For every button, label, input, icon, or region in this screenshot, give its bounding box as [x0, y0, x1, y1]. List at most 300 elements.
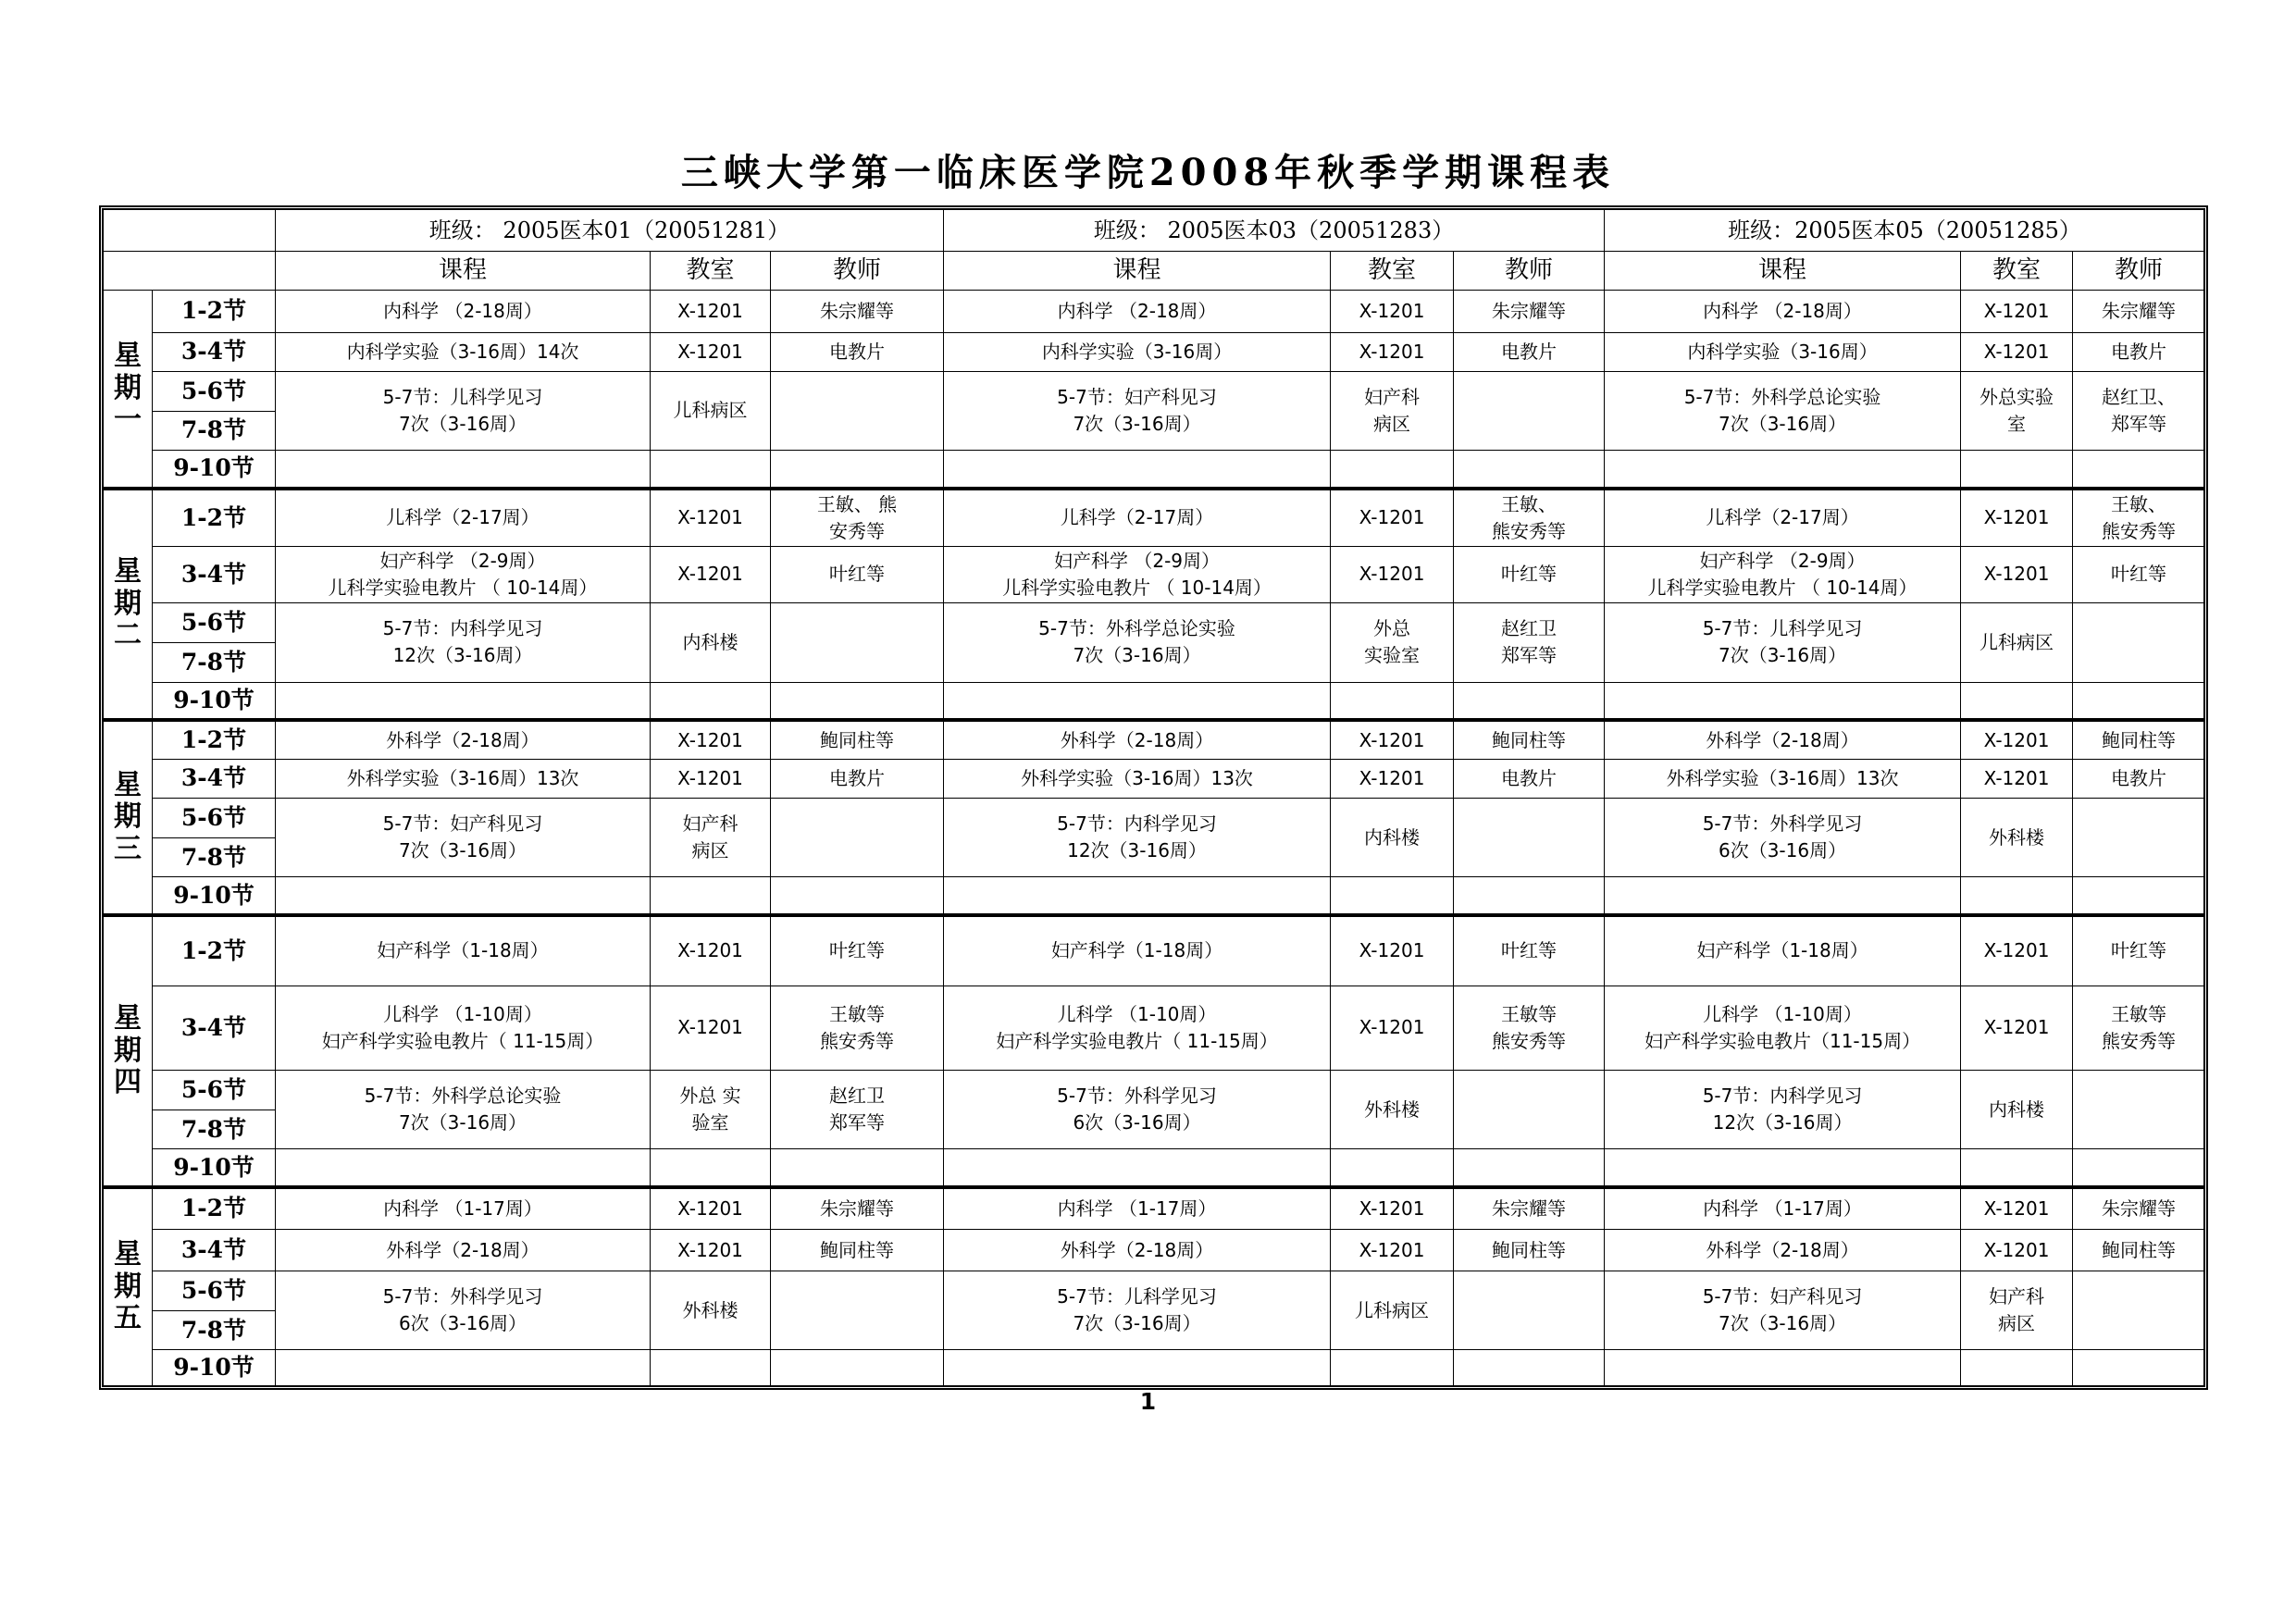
empty-cell — [2073, 877, 2205, 915]
teacher-cell — [2073, 986, 2205, 1071]
cell-line: 12次（3-16周） — [1712, 1111, 1853, 1134]
teacher-cell — [2073, 1271, 2205, 1350]
course-cell — [276, 986, 651, 1071]
cell-line: 五 — [114, 1302, 142, 1335]
empty-cell — [1331, 1350, 1454, 1386]
course-cell: 内科学 （1-17周） — [944, 1187, 1331, 1229]
course-cell: 内科学 （1-17周） — [1605, 1187, 1961, 1229]
cell-line: 郑军等 — [1501, 644, 1558, 667]
cell-line: 熊安秀等 — [2102, 519, 2177, 542]
cell-line: 儿科病区 — [1355, 1298, 1430, 1321]
empty-cell — [771, 1350, 944, 1386]
cell-line: 实验室 — [1364, 644, 1421, 667]
day-label-fri — [104, 1187, 153, 1385]
course-cell: 外科学实验（3-16周）13次 — [276, 759, 651, 798]
period-label: 9-10节 — [153, 877, 276, 915]
empty-cell — [276, 877, 651, 915]
room-cell — [651, 1071, 771, 1149]
course-cell: 内科学 （1-17周） — [276, 1187, 651, 1229]
course-cell — [1605, 1071, 1961, 1149]
teacher-cell: 电教片 — [1454, 332, 1605, 371]
cell-line: 5-7节：儿科学见习 — [1057, 1285, 1217, 1308]
schedule-table — [103, 209, 2205, 1386]
empty-cell — [1605, 877, 1961, 915]
period-label: 9-10节 — [153, 682, 276, 720]
cell-line: 内科楼 — [1364, 825, 1421, 849]
course-cell: 外科学实验（3-16周）13次 — [944, 759, 1331, 798]
empty-cell — [276, 1149, 651, 1187]
cell-line: 病区 — [1373, 412, 1411, 435]
empty-cell — [1605, 451, 1961, 489]
cell-line: 王敏等 — [829, 1002, 885, 1025]
teacher-cell: 电教片 — [771, 759, 944, 798]
schedule-row — [104, 371, 2205, 411]
class-title-c2: 班级： 2005医本03（20051283） — [944, 210, 1605, 252]
course-cell: 外科学实验（3-16周）13次 — [1605, 759, 1961, 798]
empty-cell — [1454, 877, 1605, 915]
empty-cell — [651, 1350, 771, 1386]
class-title-c3: 班级：2005医本05（20051285） — [1605, 210, 2205, 252]
header-room: 教室 — [1331, 252, 1454, 291]
room-cell: X-1201 — [651, 489, 771, 546]
cell-line: 7次（3-16周） — [398, 412, 527, 435]
cell-line: 王敏、 — [2111, 492, 2167, 515]
course-cell: 外科学（2-18周） — [944, 720, 1331, 759]
empty-cell — [651, 877, 771, 915]
cell-line: 王敏等 — [2111, 1002, 2167, 1025]
course-cell — [1605, 986, 1961, 1071]
course-cell: 内科学实验（3-16周） — [944, 332, 1331, 371]
cell-line: 内科楼 — [682, 630, 738, 653]
period-label: 5-6节 — [153, 603, 276, 643]
room-cell: X-1201 — [1331, 546, 1454, 603]
room-cell — [1331, 1271, 1454, 1350]
cell-line: 熊安秀等 — [2102, 1029, 2177, 1052]
period-label: 3-4节 — [153, 986, 276, 1071]
teacher-cell: 鲍同柱等 — [771, 1229, 944, 1271]
empty-cell — [771, 451, 944, 489]
room-cell: X-1201 — [1331, 915, 1454, 986]
period-label: 3-4节 — [153, 1229, 276, 1271]
course-cell: 外科学（2-18周） — [1605, 1229, 1961, 1271]
room-cell: X-1201 — [1331, 1229, 1454, 1271]
room-cell: X-1201 — [651, 915, 771, 986]
teacher-cell — [2073, 799, 2205, 877]
room-cell — [651, 1271, 771, 1350]
period-label: 7-8节 — [153, 412, 276, 451]
schedule-row — [104, 877, 2205, 915]
course-cell: 外科学（2-18周） — [276, 720, 651, 759]
room-cell: X-1201 — [1961, 759, 2073, 798]
cell-line: 室 — [2007, 412, 2027, 435]
course-cell — [944, 371, 1331, 450]
room-cell: X-1201 — [651, 720, 771, 759]
empty-cell — [1605, 682, 1961, 720]
period-label: 3-4节 — [153, 759, 276, 798]
course-cell — [1605, 371, 1961, 450]
cell-line: 儿科学 （1-10周） — [1057, 1002, 1217, 1025]
room-cell — [651, 371, 771, 450]
teacher-cell — [771, 799, 944, 877]
cell-line: 内科楼 — [1989, 1097, 2045, 1121]
teacher-cell: 叶红等 — [771, 915, 944, 986]
cell-line: 期 — [114, 800, 142, 834]
empty-cell — [651, 1149, 771, 1187]
period-label: 1-2节 — [153, 291, 276, 332]
room-cell — [1961, 371, 2073, 450]
schedule-row — [104, 759, 2205, 798]
period-label: 9-10节 — [153, 1350, 276, 1386]
cell-line: 儿科病区 — [1980, 630, 2054, 653]
schedule-row — [104, 451, 2205, 489]
teacher-cell — [771, 986, 944, 1071]
course-cell: 外科学（2-18周） — [944, 1229, 1331, 1271]
room-cell: X-1201 — [1331, 986, 1454, 1071]
course-cell — [276, 1071, 651, 1149]
empty-cell — [771, 682, 944, 720]
empty-cell — [1961, 682, 2073, 720]
period-label: 1-2节 — [153, 720, 276, 759]
room-cell: X-1201 — [1961, 720, 2073, 759]
cell-line: 妇产科学 （2-9周） — [1054, 549, 1221, 572]
teacher-cell — [1454, 489, 1605, 546]
cell-line: 5-7节：外科学见习 — [1702, 812, 1863, 836]
course-cell: 内科学 （2-18周） — [944, 291, 1331, 332]
teacher-cell: 叶红等 — [2073, 915, 2205, 986]
empty-cell — [944, 877, 1331, 915]
period-label: 5-6节 — [153, 1271, 276, 1311]
teacher-cell: 叶红等 — [1454, 915, 1605, 986]
cell-line: 外科楼 — [1989, 825, 2045, 849]
room-cell: X-1201 — [1331, 759, 1454, 798]
empty-cell — [944, 682, 1331, 720]
header-room: 教室 — [651, 252, 771, 291]
teacher-cell: 电教片 — [1454, 759, 1605, 798]
cell-line: 5-7节：外科学见习 — [1057, 1085, 1217, 1108]
period-label: 3-4节 — [153, 546, 276, 603]
course-cell — [944, 1271, 1331, 1350]
empty-cell — [276, 1350, 651, 1386]
empty-cell — [1961, 1350, 2073, 1386]
teacher-cell — [2073, 603, 2205, 682]
empty-cell — [276, 682, 651, 720]
room-cell: X-1201 — [1331, 720, 1454, 759]
empty-cell — [2073, 1149, 2205, 1187]
room-cell: X-1201 — [1331, 489, 1454, 546]
corner-cell — [104, 210, 276, 252]
cell-line: 星 — [114, 555, 142, 589]
teacher-cell — [771, 603, 944, 682]
room-cell: X-1201 — [1331, 1187, 1454, 1229]
empty-cell — [771, 1149, 944, 1187]
cell-line: 妇产科 — [1989, 1285, 2045, 1308]
header-room: 教室 — [1961, 252, 2073, 291]
teacher-cell — [771, 1271, 944, 1350]
teacher-cell — [1454, 799, 1605, 877]
schedule-row — [104, 291, 2205, 332]
room-cell — [1331, 603, 1454, 682]
teacher-cell — [1454, 1071, 1605, 1149]
room-cell: X-1201 — [1961, 986, 2073, 1071]
teacher-cell — [771, 371, 944, 450]
cell-line: 7次（3-16周） — [398, 1111, 527, 1134]
room-cell: X-1201 — [1961, 1187, 2073, 1229]
cell-line: 外总实验 — [1980, 385, 2054, 408]
schedule-row — [104, 1271, 2205, 1311]
teacher-cell: 叶红等 — [771, 546, 944, 603]
column-header-row — [104, 252, 2205, 291]
empty-cell — [1331, 877, 1454, 915]
cell-line: 妇产科学 （2-9周） — [1699, 549, 1866, 572]
course-cell: 儿科学（2-17周） — [276, 489, 651, 546]
cell-line: 一 — [114, 403, 142, 437]
schedule-row — [104, 915, 2205, 986]
room-cell: X-1201 — [1961, 291, 2073, 332]
empty-cell — [2073, 682, 2205, 720]
teacher-cell: 电教片 — [2073, 759, 2205, 798]
period-label: 7-8节 — [153, 838, 276, 877]
course-cell: 外科学（2-18周） — [276, 1229, 651, 1271]
teacher-cell: 鲍同柱等 — [2073, 720, 2205, 759]
period-label: 3-4节 — [153, 332, 276, 371]
empty-cell — [1605, 1149, 1961, 1187]
room-cell: X-1201 — [651, 291, 771, 332]
room-cell: X-1201 — [1961, 546, 2073, 603]
cell-line: 妇产科学实验电教片（ 11-15周） — [996, 1029, 1278, 1052]
cell-line: 王敏等 — [1501, 1002, 1558, 1025]
cell-line: 7次（3-16周） — [1073, 1312, 1201, 1335]
course-cell: 儿科学（2-17周） — [944, 489, 1331, 546]
room-cell: X-1201 — [1961, 915, 2073, 986]
course-cell: 妇产科学（1-18周） — [276, 915, 651, 986]
course-cell: 外科学（2-18周） — [1605, 720, 1961, 759]
course-cell — [276, 799, 651, 877]
course-cell — [944, 546, 1331, 603]
schedule-row — [104, 546, 2205, 603]
schedule-row — [104, 603, 2205, 643]
course-cell — [1605, 603, 1961, 682]
teacher-cell: 朱宗耀等 — [2073, 291, 2205, 332]
period-label: 7-8节 — [153, 1110, 276, 1149]
schedule-row — [104, 1149, 2205, 1187]
day-label-tue — [104, 489, 153, 720]
cell-line: 儿科学实验电教片 （ 10-14周） — [1647, 576, 1917, 599]
schedule-row — [104, 799, 2205, 838]
empty-cell — [944, 451, 1331, 489]
room-cell — [1961, 1271, 2073, 1350]
cell-line: 王敏、 — [1501, 492, 1558, 515]
cell-line: 6次（3-16周） — [1718, 839, 1847, 862]
cell-line: 12次（3-16周） — [392, 644, 533, 667]
period-label: 9-10节 — [153, 1149, 276, 1187]
empty-cell — [1454, 1149, 1605, 1187]
teacher-cell: 叶红等 — [2073, 546, 2205, 603]
cell-line: 验室 — [691, 1111, 729, 1134]
teacher-cell — [2073, 1071, 2205, 1149]
room-cell: X-1201 — [651, 546, 771, 603]
cell-line: 5-7节：儿科学见习 — [1702, 617, 1863, 640]
header-teacher: 教师 — [2073, 252, 2205, 291]
room-cell: X-1201 — [651, 332, 771, 371]
cell-line: 5-7节：内科学见习 — [1702, 1085, 1863, 1108]
cell-line: 儿科学 （1-10周） — [1703, 1002, 1862, 1025]
period-label: 9-10节 — [153, 451, 276, 489]
cell-line: 星 — [114, 768, 142, 801]
cell-line: 5-7节：外科学总论实验 — [1038, 617, 1235, 640]
day-label-thu — [104, 915, 153, 1187]
cell-line: 王敏、 熊 — [816, 492, 898, 515]
course-cell — [276, 1271, 651, 1350]
room-cell — [1961, 603, 2073, 682]
empty-cell — [944, 1149, 1331, 1187]
cell-line: 儿科学 （1-10周） — [383, 1002, 542, 1025]
teacher-cell — [1454, 371, 1605, 450]
cell-line: 病区 — [1998, 1312, 2036, 1335]
teacher-cell — [1454, 1271, 1605, 1350]
empty-cell — [1331, 682, 1454, 720]
period-label: 1-2节 — [153, 915, 276, 986]
course-cell — [944, 986, 1331, 1071]
header-teacher: 教师 — [1454, 252, 1605, 291]
cell-line: 赵红卫、 — [2102, 385, 2177, 408]
cell-line: 赵红卫 — [1501, 617, 1558, 640]
cell-line: 星 — [114, 1002, 142, 1035]
period-label: 5-6节 — [153, 799, 276, 838]
course-cell — [944, 1071, 1331, 1149]
teacher-cell: 朱宗耀等 — [2073, 1187, 2205, 1229]
empty-cell — [1454, 1350, 1605, 1386]
course-cell: 妇产科学（1-18周） — [944, 915, 1331, 986]
cell-line: 二 — [114, 619, 142, 652]
empty-cell — [651, 451, 771, 489]
cell-line: 7次（3-16周） — [1718, 412, 1847, 435]
room-cell — [1331, 371, 1454, 450]
cell-line: 5-7节：内科学见习 — [1057, 812, 1217, 836]
room-cell: X-1201 — [1331, 291, 1454, 332]
cell-line: 5-7节：妇产科见习 — [1057, 385, 1217, 408]
header-teacher: 教师 — [771, 252, 944, 291]
empty-cell — [1961, 451, 2073, 489]
empty-cell — [1454, 451, 1605, 489]
cell-line: 5-7节：妇产科见习 — [382, 812, 543, 836]
room-cell: X-1201 — [651, 759, 771, 798]
period-label: 1-2节 — [153, 489, 276, 546]
teacher-cell: 鲍同柱等 — [1454, 1229, 1605, 1271]
teacher-cell — [771, 489, 944, 546]
day-label-mon — [104, 291, 153, 489]
schedule-row — [104, 1350, 2205, 1386]
corner-cell — [104, 252, 276, 291]
teacher-cell: 鲍同柱等 — [2073, 1229, 2205, 1271]
room-cell — [1331, 1071, 1454, 1149]
period-label: 5-6节 — [153, 1071, 276, 1110]
course-cell: 内科学实验（3-16周）14次 — [276, 332, 651, 371]
cell-line: 妇产科学 （2-9周） — [379, 549, 546, 572]
cell-line: 7次（3-16周） — [398, 839, 527, 862]
teacher-cell: 朱宗耀等 — [1454, 1187, 1605, 1229]
cell-line: 期 — [114, 1034, 142, 1067]
empty-cell — [944, 1350, 1331, 1386]
cell-line: 5-7节：外科学总论实验 — [364, 1085, 562, 1108]
course-cell: 内科学实验（3-16周） — [1605, 332, 1961, 371]
room-cell — [651, 799, 771, 877]
room-cell: X-1201 — [1961, 1229, 2073, 1271]
cell-line: 妇产科学实验电教片（ 11-15周） — [321, 1029, 604, 1052]
teacher-cell: 鲍同柱等 — [1454, 720, 1605, 759]
cell-line: 外科楼 — [682, 1298, 738, 1321]
course-cell: 儿科学（2-17周） — [1605, 489, 1961, 546]
cell-line: 儿科学实验电教片 （ 10-14周） — [328, 576, 598, 599]
teacher-cell — [2073, 371, 2205, 450]
empty-cell — [276, 451, 651, 489]
course-cell: 内科学 （2-18周） — [1605, 291, 1961, 332]
empty-cell — [2073, 1350, 2205, 1386]
cell-line: 郑军等 — [2111, 412, 2167, 435]
room-cell: X-1201 — [1961, 489, 2073, 546]
empty-cell — [2073, 451, 2205, 489]
cell-line: 7次（3-16周） — [1073, 644, 1201, 667]
cell-line: 熊安秀等 — [1492, 519, 1567, 542]
teacher-cell: 朱宗耀等 — [1454, 291, 1605, 332]
empty-cell — [1961, 1149, 2073, 1187]
cell-line: 星 — [114, 340, 142, 373]
teacher-cell — [1454, 986, 1605, 1071]
room-cell — [651, 603, 771, 682]
cell-line: 5-7节：妇产科见习 — [1702, 1285, 1863, 1308]
teacher-cell: 电教片 — [2073, 332, 2205, 371]
schedule-row — [104, 1071, 2205, 1110]
empty-cell — [1605, 1350, 1961, 1386]
cell-line: 6次（3-16周） — [398, 1312, 527, 1335]
header-course: 课程 — [944, 252, 1331, 291]
cell-line: 四 — [114, 1066, 142, 1099]
room-cell: X-1201 — [651, 986, 771, 1071]
room-cell: X-1201 — [651, 1229, 771, 1271]
schedule-row — [104, 986, 2205, 1071]
schedule-row — [104, 332, 2205, 371]
cell-line: 5-7节：儿科学见习 — [382, 385, 543, 408]
empty-cell — [1961, 877, 2073, 915]
cell-line: 期 — [114, 587, 142, 620]
course-cell — [1605, 546, 1961, 603]
empty-cell — [651, 682, 771, 720]
course-cell: 内科学 （2-18周） — [276, 291, 651, 332]
cell-line: 12次（3-16周） — [1067, 839, 1207, 862]
course-cell — [276, 546, 651, 603]
empty-cell — [1454, 682, 1605, 720]
room-cell — [1961, 1071, 2073, 1149]
page-number: 1 — [1139, 1388, 1157, 1415]
cell-line: 熊安秀等 — [1492, 1029, 1567, 1052]
period-label: 1-2节 — [153, 1187, 276, 1229]
class-title-c1: 班级： 2005医本01（20051281） — [276, 210, 944, 252]
cell-line: 三 — [114, 832, 142, 865]
cell-line: 外总 — [1373, 617, 1411, 640]
teacher-cell: 朱宗耀等 — [771, 1187, 944, 1229]
schedule-row — [104, 1229, 2205, 1271]
teacher-cell — [771, 1071, 944, 1149]
course-cell — [944, 799, 1331, 877]
cell-line: 妇产科学实验电教片（11-15周） — [1644, 1029, 1921, 1052]
page-title: 三峡大学第一临床医学院2008年秋季学期课程表 — [680, 151, 1616, 194]
room-cell — [1961, 799, 2073, 877]
cell-line: 郑军等 — [829, 1111, 885, 1134]
cell-line: 7次（3-16周） — [1718, 644, 1847, 667]
cell-line: 病区 — [691, 839, 729, 862]
cell-line: 外总 实 — [679, 1085, 741, 1108]
course-cell — [944, 603, 1331, 682]
day-label-wed — [104, 720, 153, 915]
